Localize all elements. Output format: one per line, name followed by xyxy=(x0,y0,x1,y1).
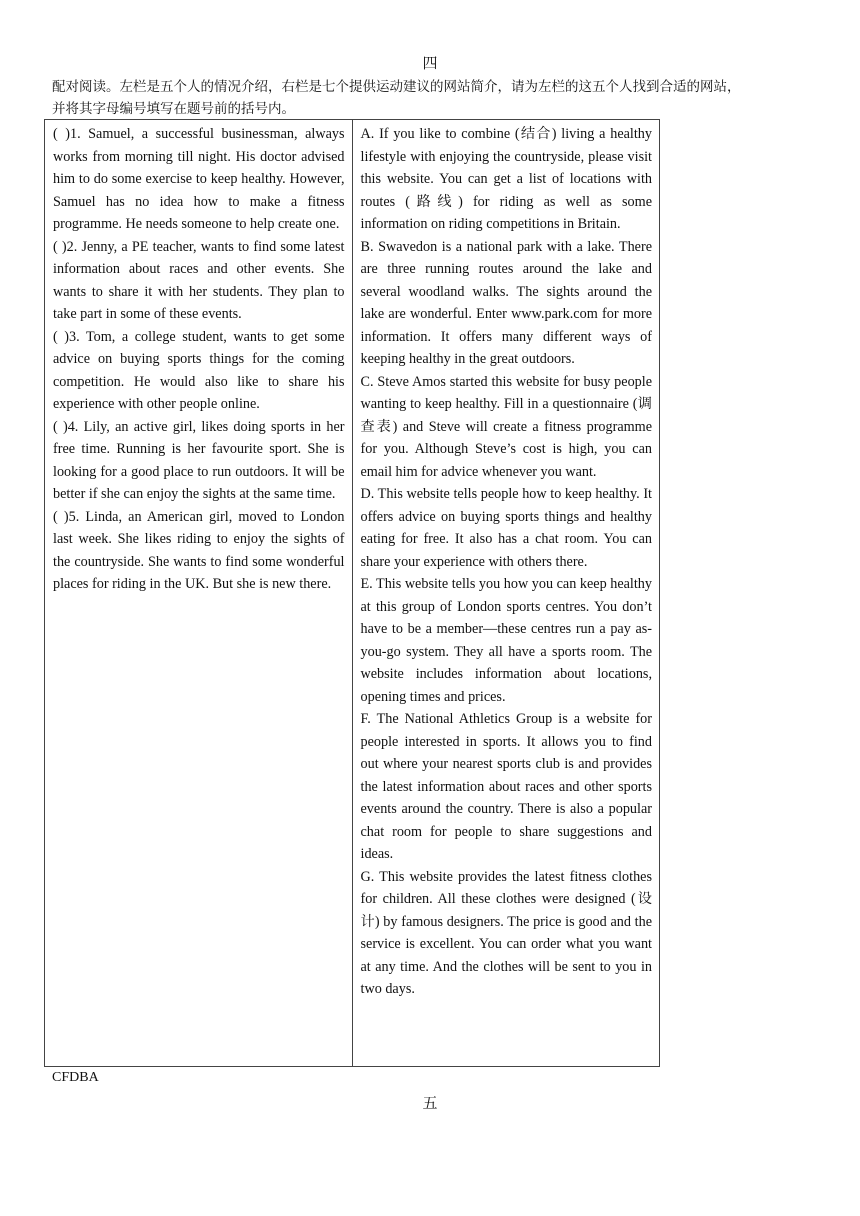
instruction-line-2: 并将其字母编号填写在题号前的括号内。 xyxy=(52,101,295,116)
section-title-five: 五 xyxy=(422,1096,438,1112)
website-item-e: E. This website tells you how you can keep healthy at this group of London sports centres. You don’t have to be a member—these centres run a pay as-you-go system. They all have a sports room. The website includes information about locations, opening times and prices. xyxy=(360,576,652,705)
website-item-a: A. If you like to combine (结合) living a healthy lifestyle with enjoying the countryside, please visit this website. You can get a list of locations with routes (路线) for riding as well as some information on riding competitions in Britain. xyxy=(360,126,652,232)
people-column xyxy=(45,120,353,1067)
section-title-four: 四 xyxy=(422,56,438,72)
matching-table xyxy=(44,119,660,1067)
person-item-2: ( )2. Jenny, a PE teacher, wants to find some latest information about races and other events. She wants to share it with her students. They plan to take part in some of these events. xyxy=(53,238,345,322)
person-item-3: ( )3. Tom, a college student, wants to get some advice on buying sports things for the coming competition. He would also like to share his experience with other people online. xyxy=(53,328,345,412)
website-item-b: B. Swavedon is a national park with a lake. There are three running routes around the lake and several woodland walks. The sights around the lake are wonderful. Enter www.park.com for more information. It offers many different ways of keeping healthy in the great outdoors. xyxy=(360,238,652,367)
person-item-5: ( )5. Linda, an American girl, moved to London last week. She likes riding to enjoy the sights of the countryside. She wants to find some wonderful places for riding in the UK. But she is new there. xyxy=(53,508,345,592)
website-item-g: G. This website provides the latest fitness clothes for children. All these clothes were designed (设计) by famous designers. The price is good and the service is excellent. You can order what you want at any time. And the clothes will be sent to you in two days. xyxy=(360,868,652,997)
website-item-d: D. This website tells people how to keep healthy. It offers advice on buying sports things and healthy eating for free. It also has a chat room. You can share your experience with others there. xyxy=(360,486,652,570)
person-item-1: ( )1. Samuel, a successful businessman, always works from morning till night. His doctor advised him to do some exercise to keep healthy. However, Samuel has no idea how to make a fitness programme. He needs someone to help create one. xyxy=(53,126,345,232)
person-item-4: ( )4. Lily, an active girl, likes doing sports in her free time. Running is her favourite sport. She is looking for a good place to run outdoors. It will be better if she can enjoy the sights at the same time. xyxy=(53,418,345,502)
websites-column xyxy=(352,120,660,1067)
answer-key: CFDBA xyxy=(52,1070,99,1085)
instruction-line-1: 配对阅读。左栏是五个人的情况介绍，右栏是七个提供运动建议的网站简介，请为左栏的这五个人找到合适的网站， xyxy=(52,79,741,94)
website-item-c: C. Steve Amos started this website for busy people wanting to keep healthy. Fill in a questionnaire (调查表) and Steve will create a fitness programme for you. Although Steve’s cost is high, you can email him for advice whenever you want. xyxy=(360,373,652,480)
website-item-f: F. The National Athletics Group is a website for people interested in sports. It allows you to find out where your nearest sports club is and provides the latest information about races and other sports events around the country. There is also a popular chat room for people to share suggestions and ideas. xyxy=(360,711,652,862)
